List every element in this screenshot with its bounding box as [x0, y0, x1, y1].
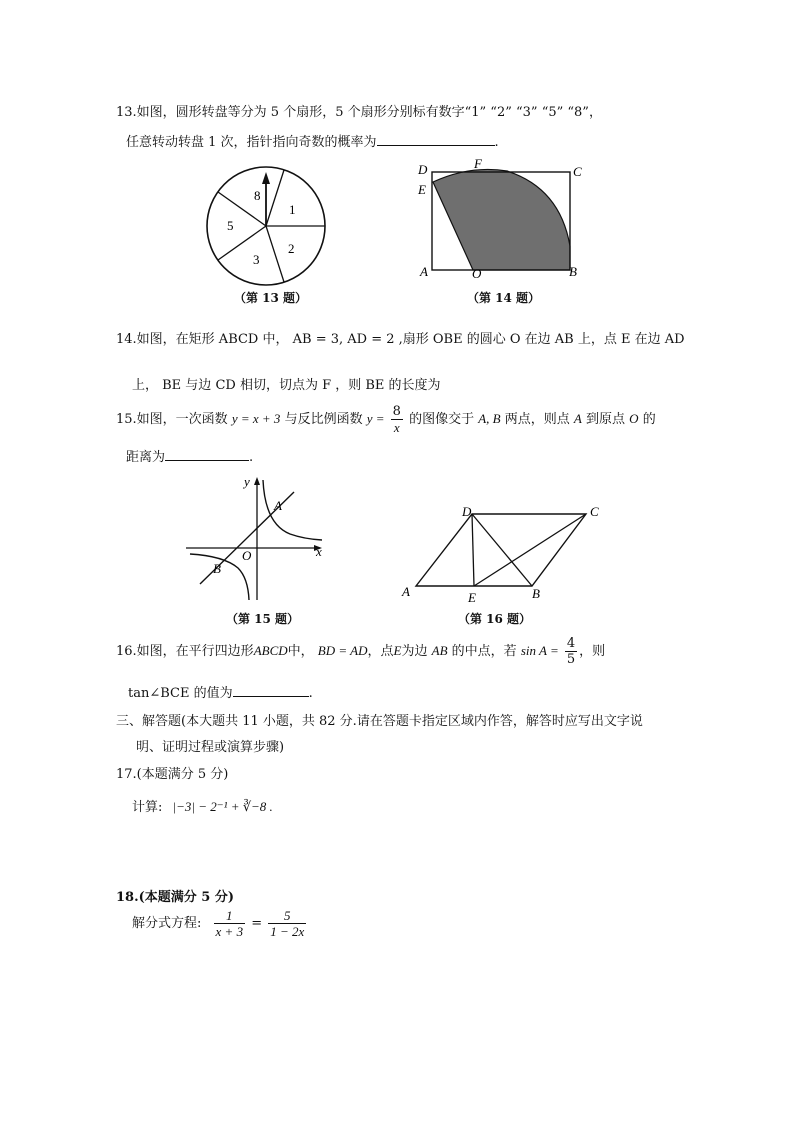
- section3-line2: 明、证明过程或演算步骤): [136, 740, 285, 755]
- hyperbola-branch-1: [263, 480, 322, 540]
- q18-lhs-fraction: [214, 908, 246, 939]
- label-A: A: [402, 584, 410, 599]
- label-D: D: [462, 504, 472, 519]
- sector-label-3: 3: [253, 252, 260, 267]
- section3-line1: 三、解答题(本大题共 11 小题，共 82 分.请在答题卡指定区域内作答，解答时应写出文字说: [116, 714, 643, 729]
- q16-bdad: BD = AD: [317, 643, 368, 658]
- q18-lhs-den: x + 3: [215, 924, 244, 939]
- segment-DE: [472, 514, 474, 586]
- label-F: F: [474, 156, 482, 171]
- spinner-divider: [266, 226, 284, 282]
- q16-line2-text: tan∠BCE 的值为: [128, 686, 233, 701]
- q16-frac-num: 4: [566, 636, 576, 651]
- segment-EC: [474, 514, 586, 586]
- q15-text-b: 与反比例函数: [284, 412, 363, 427]
- q15-eq1: y = x + 3: [231, 411, 281, 426]
- q16-line2: [128, 682, 313, 701]
- q18-body: [132, 908, 308, 939]
- label-E: E: [418, 182, 426, 197]
- q18-equals: =: [251, 916, 263, 931]
- q15-frac-den: x: [391, 419, 403, 435]
- q16-answer-blank: [233, 684, 309, 697]
- q18-rhs-fraction: [268, 908, 306, 939]
- label-B: B: [569, 264, 577, 279]
- label-B: B: [213, 561, 221, 576]
- q15-pts: A, B: [478, 411, 501, 426]
- q16-fraction: [565, 636, 577, 667]
- fig15-caption: （第 15 题）: [226, 612, 300, 626]
- q15-frac-num: 8: [392, 404, 401, 419]
- label-y: y: [244, 474, 250, 489]
- q16-ab: AB: [431, 643, 448, 658]
- label-A: A: [420, 264, 428, 279]
- y-axis-arrow-icon: [254, 477, 260, 485]
- parallelogram-abcd: [416, 514, 586, 586]
- q13-end: .: [494, 135, 499, 150]
- q15-ptA: A: [573, 411, 582, 426]
- function-graph-figure: [182, 472, 332, 604]
- q15-text-c: 的图像交于: [409, 412, 475, 427]
- q15-ptO: O: [629, 411, 639, 426]
- pointer-arrowhead-icon: [262, 172, 270, 184]
- fig13-caption: （第 13 题）: [234, 291, 308, 305]
- q15-text-e: 到原点: [586, 412, 626, 427]
- q15-line2: [126, 446, 253, 465]
- q18-lhs-num: 1: [226, 908, 233, 923]
- spinner-divider: [266, 170, 284, 226]
- q16-e: E: [393, 643, 402, 658]
- q16-sinA: sin A =: [520, 643, 559, 658]
- q16-text-c: ，点: [367, 644, 394, 659]
- q15-fraction: [391, 404, 403, 435]
- label-O: O: [242, 548, 252, 563]
- label-C: C: [573, 164, 582, 179]
- label-D: D: [418, 162, 428, 177]
- q18-rhs-den: 1 − 2x: [270, 924, 305, 939]
- q17-body: [132, 796, 273, 815]
- q18-prompt: 解分式方程:: [132, 916, 202, 931]
- q15-line2-text: 距离为: [126, 450, 166, 465]
- q16-text-b: 中，: [287, 644, 314, 659]
- q17-prompt: 计算:: [132, 800, 163, 815]
- q17-title: 17.(本题满分 5 分): [116, 767, 229, 782]
- q18-rhs-num: 5: [284, 908, 291, 923]
- q17-expression: |−3| − 2⁻¹ + ∛−8 .: [172, 799, 273, 814]
- q16-text-a: 16.如图，在平行四边形: [116, 644, 254, 659]
- q16-end: .: [308, 686, 313, 701]
- q13-line2: [126, 131, 499, 150]
- segment-DB: [472, 514, 532, 586]
- fig14-caption: （第 14 题）: [467, 291, 541, 305]
- q15-line1: [116, 404, 656, 435]
- q15-text-f: 的: [642, 412, 656, 427]
- q15-answer-blank: [165, 448, 249, 461]
- q13-answer-blank: [377, 133, 495, 146]
- q14-line1: 14.如图，在矩形 ABCD 中， AB = 3, AD = 2 ,扇形 OBE 的圆心 O 在边 AB 上，点 E 在边 AD: [116, 332, 685, 347]
- label-x: x: [316, 544, 322, 559]
- shaded-sector: [433, 169, 570, 270]
- q16-line1: [116, 636, 605, 667]
- fig16-caption: （第 16 题）: [458, 612, 532, 626]
- sector-label-1: 1: [289, 202, 296, 217]
- q15-text-d: 两点，则点: [504, 412, 570, 427]
- label-C: C: [590, 504, 599, 519]
- label-B: B: [532, 586, 540, 601]
- q16-text-e: 的中点，若: [451, 644, 517, 659]
- q16-text-d: 为边: [401, 644, 428, 659]
- q16-text-f: ，则: [579, 644, 606, 659]
- rectangle-sector-figure: [410, 158, 600, 283]
- sector-label-5: 5: [227, 218, 234, 233]
- label-O: O: [472, 266, 482, 281]
- q16-abcd: ABCD: [253, 643, 288, 658]
- q13-line1: 13.如图，圆形转盘等分为 5 个扇形，5 个扇形分别标有数字“1” “2” “3” “5” “8”，: [116, 105, 602, 120]
- label-E: E: [468, 590, 476, 605]
- sector-label-2: 2: [288, 241, 295, 256]
- spinner-figure: [200, 160, 340, 290]
- q15-end: .: [249, 450, 254, 465]
- q13-line2-text: 任意转动转盘 1 次，指针指向奇数的概率为: [126, 135, 377, 150]
- q15-text-a: 15.如图，一次函数: [116, 412, 228, 427]
- q18-title: 18.(本题满分 5 分): [116, 890, 235, 905]
- q14-line2: 上， BE 与边 CD 相切，切点为 F ，则 BE 的长度为: [132, 378, 441, 393]
- q16-frac-den: 5: [566, 652, 576, 667]
- q15-eq2-lhs: y =: [366, 411, 385, 426]
- parallelogram-figure: [398, 498, 614, 608]
- label-A: A: [274, 498, 282, 513]
- sector-label-8: 8: [254, 188, 261, 203]
